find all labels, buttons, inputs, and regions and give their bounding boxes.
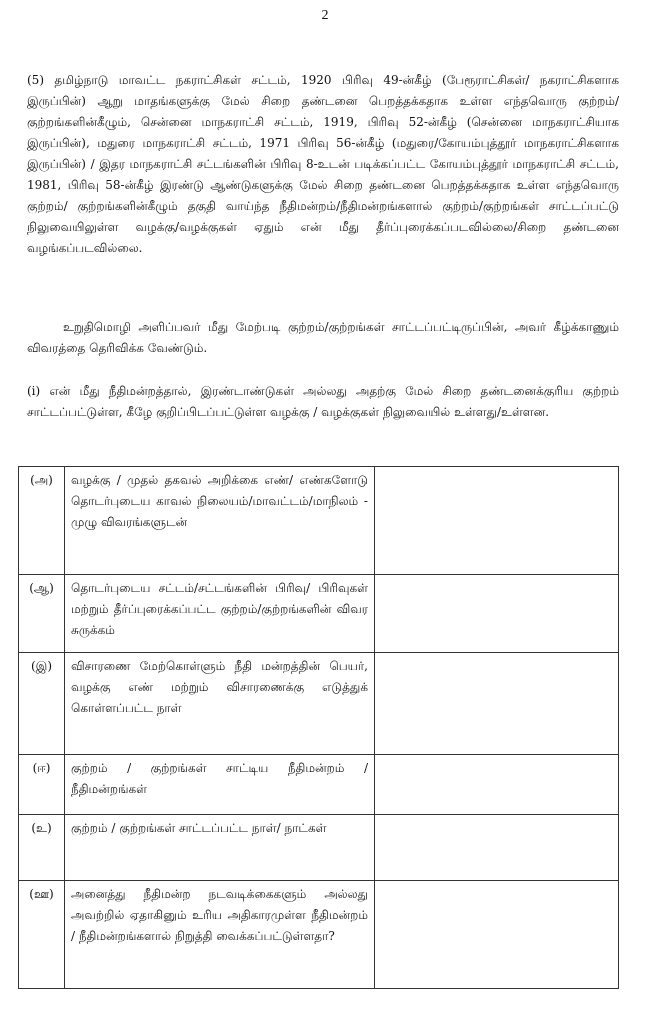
paragraph-instruction: உறுதிமொழி அளிப்பவர் மீது மேற்படி குற்றம்/குற்றங்கள் சாட்டப்பட்டிருப்பின், அவர் கீழ்க்காணும் விவரத்தை தெரிவிக்க வேண்டும். [27, 320, 619, 355]
row-marker: (இ) [19, 653, 65, 755]
row-label: விசாரணை மேற்கொள்ளும் நீதி மன்றத்தின் பெயர், வழக்கு எண் மற்றும் விசாரணைக்கு எடுத்துக் கொள்ளப்பட்ட நாள் [65, 653, 375, 755]
paragraph-pending-cases: (i) என் மீது நீதிமன்றத்தால், இரண்டாண்டுகள் அல்லது அதற்கு மேல் சிறை தண்டனைக்குரிய குற்றம் சாட்டப்பட்டுள்ள, கீழே குறிப்பிடப்பட்டுள்ள வழக்கு / வழக்குகள் நிலுவையில் உள்ளது/உள்ளன. [27, 384, 620, 419]
row-label: தொடர்புடைய சட்டம்/சட்டங்களின் பிரிவு/ பிரிவுகள் மற்றும் தீர்ப்புரைக்கப்பட்ட குற்றம்/குற்றங்களின் விவர சுருக்கம் [65, 575, 375, 653]
row-marker: (அ) [19, 467, 65, 575]
row-label: வழக்கு / முதல் தகவல் அறிக்கை எண்/ எண்களோடு தொடர்புடைய காவல் நிலையம்/மாவட்டம்/மாநிலம் - முழு விவரங்களுடன் [65, 467, 375, 575]
page-number: 2 [321, 8, 329, 23]
row-marker: (ஊ) [19, 881, 65, 989]
row-value-field[interactable] [375, 575, 619, 653]
table-row [19, 575, 619, 653]
table-row [19, 881, 619, 989]
row-marker: (உ) [19, 815, 65, 881]
table-row [19, 653, 619, 755]
case-details-table [18, 466, 619, 989]
row-value-field[interactable] [375, 881, 619, 989]
row-value-field[interactable] [375, 815, 619, 881]
table-row [19, 815, 619, 881]
row-value-field[interactable] [375, 653, 619, 755]
table-row [19, 467, 619, 575]
table-row [19, 755, 619, 815]
row-label: குற்றம் / குற்றங்கள் சாட்டப்பட்ட நாள்/ நாட்கள் [65, 815, 375, 881]
row-value-field[interactable] [375, 755, 619, 815]
row-label: குற்றம் / குற்றங்கள் சாட்டிய நீதிமன்றம் / நீதிமன்றங்கள் [65, 755, 375, 815]
row-marker: (ஆ) [19, 575, 65, 653]
paragraph-clause-5: (5) தமிழ்நாடு மாவட்ட நகராட்சிகள் சட்டம், 1920 பிரிவு 49-ன்கீழ் (பேரூராட்சிகள்/ நகராட்சிகளாக இருப்பின்) ஆறு மாதங்களுக்கு மேல் சிறை தண்டனை பெறத்தக்கதாக உள்ள எந்தவொரு குற்றம்/குற்றங்களின்கீழும், சென்னை மாநகராட்சி சட்டம், 1919, பிரிவு 52-ன்கீழ் (சென்னை மாநகராட்சியாக இருப்பின்), மதுரை மாநகராட்சி சட்டம், 1971 பிரிவு 56-ன்கீழ் (மதுரை/கோயம்புத்தூர் மாநகராட்சிகளாக இருப்பின்) / இதர மாநகராட்சி சட்டங்களின் பிரிவு 8-உடன் படிக்கப்பட்ட கோயம்புத்தூர் மாநகராட்சி சட்டம், 1981, பிரிவு 58-ன்கீழ் இரண்டு ஆண்டுகளுக்கு மேல் சிறை தண்டனை பெறத்தக்கதாக உள்ள எந்தவொரு குற்றம்/ குற்றங்களின்கீழும் தகுதி வாய்ந்த நீதிமன்றம்/நீதிமன்றங்களால் குற்றம்/குற்றங்கள் சாட்டப்பட்டு நிலுவையிலுள்ள வழக்கு/வழக்குகள் ஏதும் என் மீது தீர்ப்புரைக்கப்படவில்லை/சிறை தண்டனை வழங்கப்படவில்லை. [27, 73, 619, 255]
row-marker: (ஈ) [19, 755, 65, 815]
row-value-field[interactable] [375, 467, 619, 575]
row-label: அனைத்து நீதிமன்ற நடவடிக்கைகளும் அல்லது அவற்றில் ஏதாகினும் உரிய அதிகாரமுள்ள நீதிமன்றம் / நீதிமன்றங்களால் நிறுத்தி வைக்கப்பட்டுள்ளதா? [65, 881, 375, 989]
